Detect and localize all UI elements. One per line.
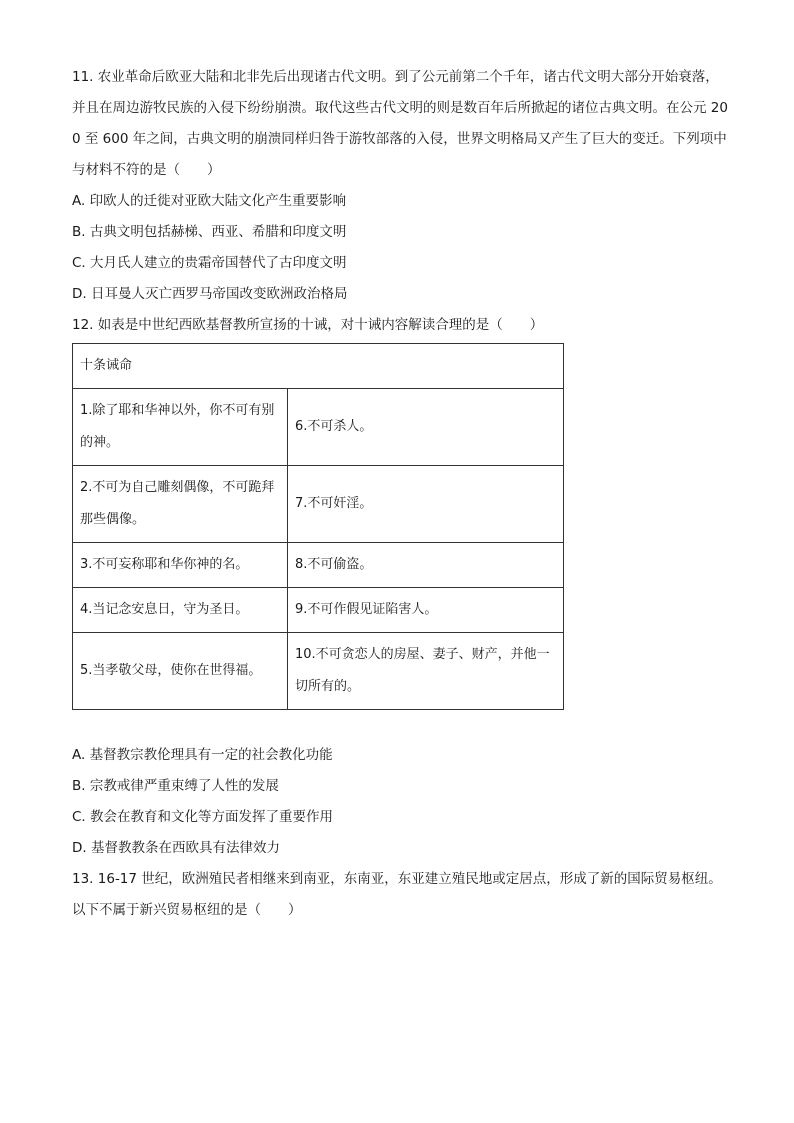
table-header-row xyxy=(73,344,564,389)
question-12-option-a: A. 基督教宗教伦理具有一定的社会教化功能 xyxy=(72,747,333,763)
table-row xyxy=(73,588,564,633)
table-header-cell: 十条诫命 xyxy=(73,344,564,389)
table-cell: 10.不可贪恋人的房屋、妻子、财产，并他一切所有的。 xyxy=(288,633,564,710)
question-11-stem: 11. 农业革命后欧亚大陆和北非先后出现诸古代文明。到了公元前第二个千年，诸古代文明大部分开始衰落，并且在周边游牧民族的入侵下纷纷崩溃。取代这些古代文明的则是数百年后所掀起的诸位古典文明。在公元 200 至 600 年之间，古典文明的崩溃同样归咎于游牧部落的入侵，世界文明格局又产生了巨大的变迁。下列项中与材料不符的是（ ） xyxy=(72,69,728,178)
table-cell: 1.除了耶和华神以外，你不可有别的神。 xyxy=(73,389,288,466)
table-cell: 7.不可奸淫。 xyxy=(288,466,564,543)
document-page xyxy=(72,62,732,926)
table-cell: 2.不可为自己雕刻偶像，不可跪拜那些偶像。 xyxy=(73,466,288,543)
table-row xyxy=(73,543,564,588)
question-11-option-a: A. 印欧人的迁徙对亚欧大陆文化产生重要影响 xyxy=(72,193,347,209)
table-row xyxy=(73,466,564,543)
table-row xyxy=(73,389,564,466)
question-12-option-b: B. 宗教戒律严重束缚了人性的发展 xyxy=(72,778,279,794)
table-cell: 4.当记念安息日，守为圣日。 xyxy=(73,588,288,633)
table-cell: 5.当孝敬父母，使你在世得福。 xyxy=(73,633,288,710)
question-11-option-d: D. 日耳曼人灭亡西罗马帝国改变欧洲政治格局 xyxy=(72,286,348,302)
question-12-option-c: C. 教会在教育和文化等方面发挥了重要作用 xyxy=(72,809,334,825)
question-12-stem: 12. 如表是中世纪西欧基督教所宣扬的十诫，对十诫内容解读合理的是（ ） xyxy=(72,317,544,333)
question-12-option-d: D. 基督教教条在西欧具有法律效力 xyxy=(72,840,280,856)
table-cell: 9.不可作假见证陷害人。 xyxy=(288,588,564,633)
question-11-option-b: B. 古典文明包括赫梯、西亚、希腊和印度文明 xyxy=(72,224,347,240)
table-cell: 8.不可偷盗。 xyxy=(288,543,564,588)
question-11-option-c: C. 大月氏人建立的贵霜帝国替代了古印度文明 xyxy=(72,255,347,271)
table-cell: 3.不可妄称耶和华你神的名。 xyxy=(73,543,288,588)
ten-commandments-table xyxy=(72,343,564,710)
question-13-stem: 13. 16-17 世纪，欧洲殖民者相继来到南亚，东南亚，东亚建立殖民地或定居点，形成了新的国际贸易枢纽。以下不属于新兴贸易枢纽的是（ ） xyxy=(72,871,722,918)
table-cell: 6.不可杀人。 xyxy=(288,389,564,466)
table-row xyxy=(73,633,564,710)
